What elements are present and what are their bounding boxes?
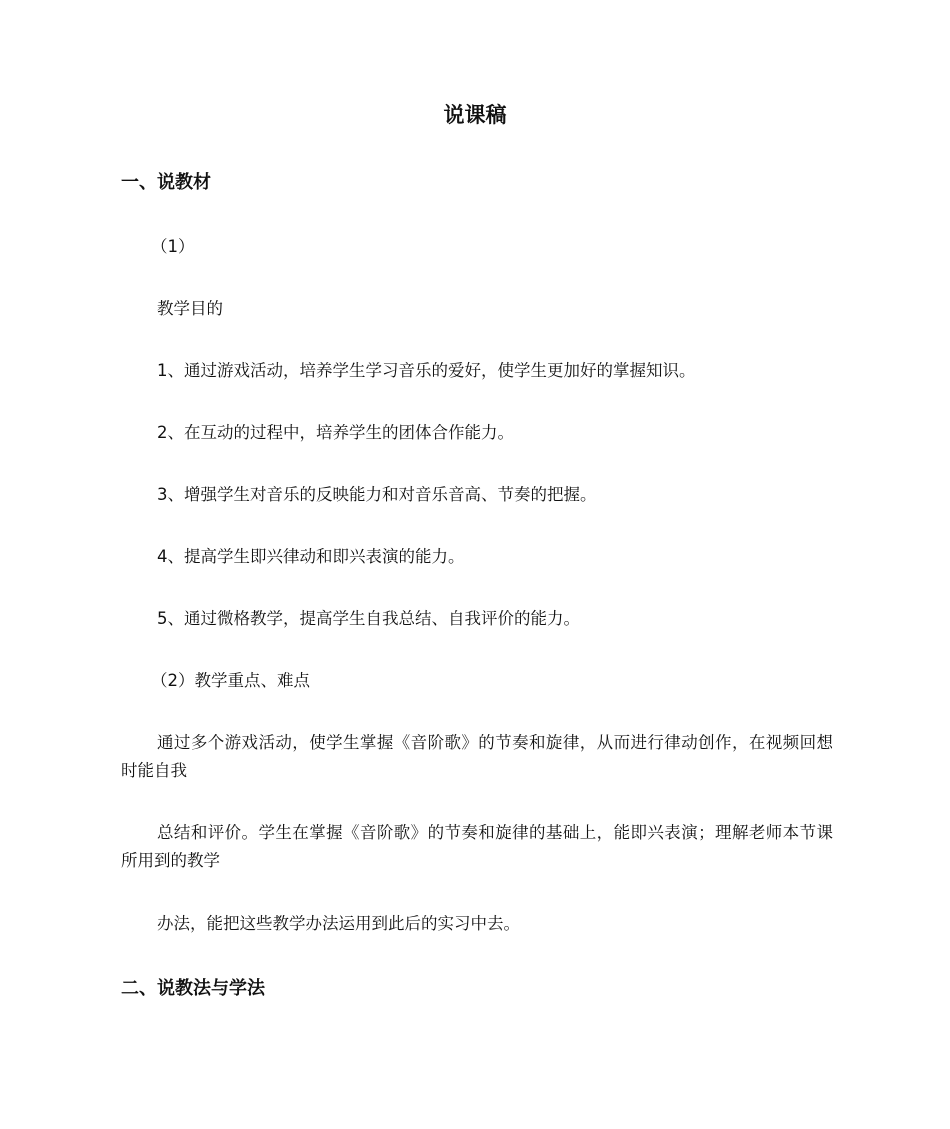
paragraph-teaching-objectives-label: 教学目的 (157, 299, 223, 318)
section-heading-textbook: 一、说教材 (121, 172, 211, 193)
paragraph-key-points-text-3: 办法，能把这些教学办法运用到此后的实习中去。 (157, 914, 520, 933)
paragraph-objective-3: 3、增强学生对音乐的反映能力和对音乐音高、节奏的把握。 (157, 485, 597, 504)
paragraph-part-1-marker: （1） (151, 237, 195, 256)
document-title: 说课稿 (443, 103, 507, 127)
paragraph-objective-2: 2、在互动的过程中，培养学生的团体合作能力。 (157, 423, 514, 442)
paragraph-objective-5: 5、通过微格教学，提高学生自我总结、自我评价的能力。 (157, 609, 580, 628)
paragraph-objective-4: 4、提高学生即兴律动和即兴表演的能力。 (157, 547, 465, 566)
paragraph-objective-1: 1、通过游戏活动，培养学生学习音乐的爱好，使学生更加好的掌握知识。 (157, 361, 696, 380)
paragraph-key-points-label: （2）教学重点、难点 (151, 671, 310, 690)
section-heading-methods: 二、说教法与学法 (121, 978, 265, 999)
paragraph-key-points-text-1: 通过多个游戏活动，使学生掌握《音阶歌》的节奏和旋律，从而进行律动创作，在视频回想时能自我 (121, 733, 833, 780)
paragraph-key-points-text-2: 总结和评价。学生在掌握《音阶歌》的节奏和旋律的基础上，能即兴表演；理解老师本节课所用到的教学 (121, 823, 833, 870)
